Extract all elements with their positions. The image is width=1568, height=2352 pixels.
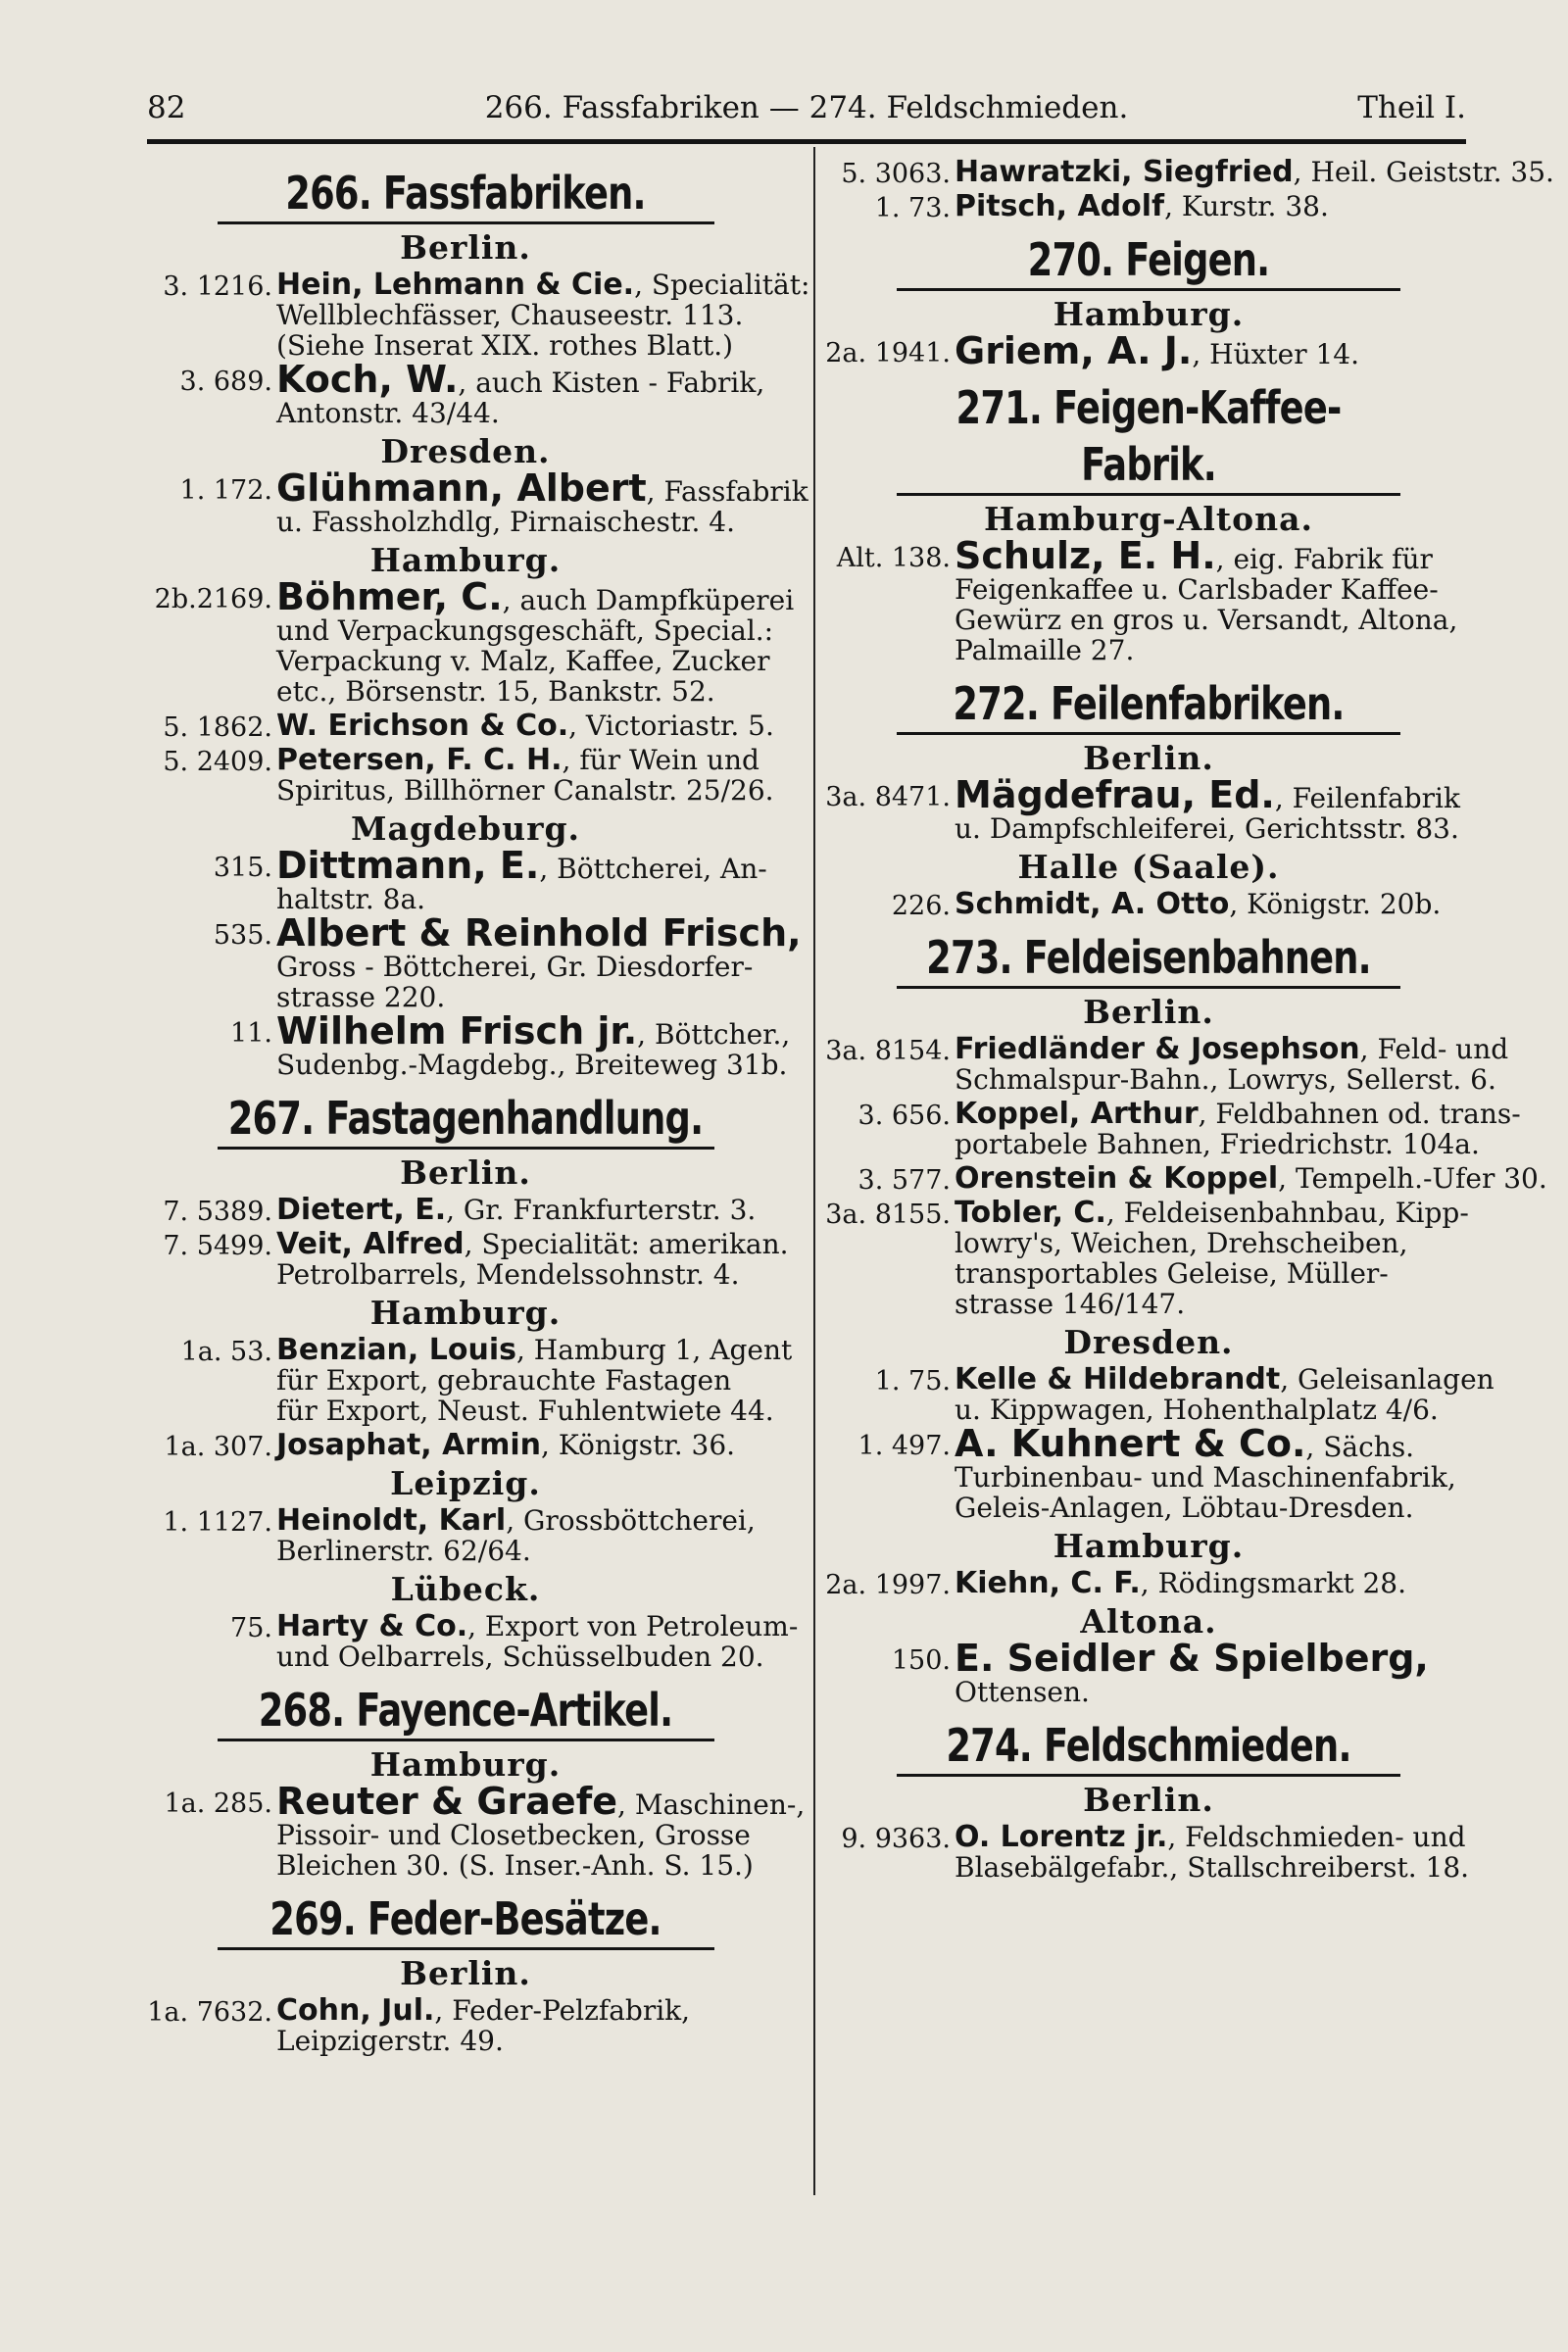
column-divider: [813, 147, 815, 2195]
entry-name: Orenstein & Koppel: [955, 1161, 1279, 1196]
city-heading: Lübeck.: [390, 1570, 541, 1608]
entry-name: W. Erichson & Co.: [276, 709, 569, 743]
entry-number: 11.: [230, 1018, 272, 1049]
directory-entry: [147, 1430, 784, 1460]
entry-number: 315.: [213, 853, 272, 883]
entry-continuation: (Siehe Inserat XIX. rothes Blatt.): [276, 329, 734, 362]
entry-name: Kelle & Hildebrandt: [955, 1362, 1281, 1396]
directory-entry: [825, 1161, 1547, 1196]
entry-number: Alt. 138.: [836, 543, 951, 573]
entry-continuation: Verpackung v. Malz, Kaffee, Zucker: [276, 645, 770, 677]
directory-entry: [147, 844, 784, 915]
section-title: 271. Feigen-Kaffee-Fabrik.: [956, 381, 1342, 491]
section-title: 274. Feldschmieden.: [946, 1719, 1351, 1772]
entry-number: 535.: [213, 920, 272, 951]
entry-text: , Königstr. 20b.: [1229, 888, 1442, 920]
entry-number: 1a. 7632.: [147, 1997, 272, 2028]
part-label: Theil I.: [1357, 90, 1466, 125]
entry-name: A. Kuhnert & Co.: [955, 1422, 1306, 1465]
entry-name: Tobler, C.: [955, 1196, 1106, 1230]
page-number: 82: [147, 90, 186, 125]
city-heading: Hamburg.: [369, 541, 562, 579]
entry-number: 1a. 307.: [164, 1432, 272, 1462]
entry-first-line: [276, 1333, 793, 1367]
entry-continuation: für Export, gebrauchte Fastagen: [276, 1364, 732, 1396]
entry-first-line: [955, 1032, 1509, 1066]
directory-entry: [147, 1780, 806, 1882]
section-title: 268. Fayence-Artikel.: [258, 1684, 673, 1737]
section-rule: [897, 493, 1401, 496]
section-rule: [897, 732, 1401, 735]
entry-first-line: [276, 1227, 789, 1261]
entry-name: Glühmann, Albert: [276, 466, 647, 510]
entry-text: , Specialität:: [634, 269, 810, 301]
entry-first-line: [955, 1097, 1521, 1131]
section-title: 270. Feigen.: [1027, 233, 1270, 286]
entry-text: , Victoriastr. 5.: [568, 710, 774, 742]
entry-text: , Hamburg 1, Agent: [515, 1334, 793, 1366]
entry-text: , Feldeisenbahnbau, Kipp-: [1105, 1197, 1469, 1229]
entry-text: , Maschinen-,: [617, 1788, 806, 1821]
entry-name: Pitsch, Adolf: [955, 189, 1165, 223]
entry-continuation: u. Fassholzhdlg, Pirnaischestr. 4.: [276, 506, 735, 538]
entry-text: , für Wein und: [562, 744, 760, 776]
entry-text: , Königstr. 36.: [541, 1429, 736, 1461]
entry-number: 3. 689.: [179, 367, 272, 397]
entry-continuation: für Export, Neust. Fuhlentwiete 44.: [276, 1395, 774, 1427]
entry-name: Petersen, F. C. H.: [276, 743, 563, 777]
entry-first-line: [955, 1422, 1472, 1465]
entry-text: , Böttcherei, An-: [539, 853, 767, 885]
running-title: 266. Fassfabriken — 274. Feldschmieden.: [484, 90, 1129, 125]
entry-first-line: [276, 466, 808, 510]
entry-first-line: [955, 1198, 1472, 1228]
city-heading: Leipzig.: [390, 1464, 541, 1502]
entry-continuation: Antonstr. 43/44.: [276, 397, 500, 429]
directory-entry: [825, 191, 1472, 221]
section-rule: [897, 1774, 1401, 1777]
entry-number: 9. 9363.: [841, 1824, 951, 1854]
directory-entry: [825, 1822, 1472, 1883]
entry-first-line: [955, 773, 1472, 816]
city-heading: Berlin.: [400, 1954, 531, 1992]
entry-number: 3. 577.: [858, 1165, 951, 1196]
entry-continuation: portabele Bahnen, Friedrichstr. 104a.: [955, 1128, 1480, 1160]
entry-text: , Fassfabrik: [646, 475, 808, 508]
entry-continuation: Wellblechfässer, Chauseestr. 113.: [276, 299, 744, 331]
section-title: 272. Feilenfabriken.: [953, 677, 1345, 730]
entry-name: Schulz, E. H.: [955, 534, 1216, 577]
entry-name: Böhmer, C.: [276, 575, 503, 618]
section-rule: [897, 288, 1401, 291]
entry-name: Dietert, E.: [276, 1193, 447, 1227]
entry-continuation: und Oelbarrels, Schüsselbuden 20.: [276, 1641, 764, 1673]
entry-continuation: Berlinerstr. 62/64.: [276, 1535, 531, 1567]
entry-number: 7. 5389.: [163, 1197, 272, 1227]
entry-first-line: [276, 1505, 784, 1536]
entry-continuation: lowry's, Weichen, Drehscheiben,: [955, 1227, 1408, 1259]
entry-text: , Geleisanlagen: [1280, 1363, 1494, 1396]
entry-continuation: Feigenkaffee u. Carlsbader Kaffee-: [955, 573, 1439, 606]
entry-name: Hawratzki, Siegfried: [955, 155, 1294, 189]
entry-continuation: u. Dampfschleiferei, Gerichtsstr. 83.: [955, 812, 1459, 845]
directory-entry: [825, 1422, 1472, 1524]
header-rule: [147, 139, 1466, 144]
section-rule: [218, 1739, 714, 1741]
directory-entry: [147, 268, 810, 362]
section-rule: [218, 1147, 714, 1150]
entry-text: , Feld- und: [1359, 1033, 1509, 1065]
entry-number: 2b.2169.: [154, 584, 272, 614]
city-heading: Hamburg-Altona.: [984, 500, 1313, 538]
entry-first-line: [276, 911, 802, 955]
entry-name: O. Lorentz jr.: [955, 1820, 1168, 1854]
entry-name: Koch, W.: [276, 358, 459, 401]
directory-entry: [825, 889, 1472, 919]
section-rule: [897, 986, 1401, 989]
entry-name: Josaphat, Armin: [276, 1428, 542, 1462]
entry-name: Griem, A. J.: [955, 329, 1193, 372]
directory-entry: [147, 1227, 789, 1291]
entry-continuation: etc., Börsenstr. 15, Bankstr. 52.: [276, 675, 715, 708]
directory-entry: [825, 155, 1554, 189]
entry-first-line: [955, 1568, 1472, 1598]
entry-first-line: [276, 358, 784, 401]
entry-name: Friedländer & Josephson: [955, 1032, 1360, 1066]
directory-entry: [825, 1097, 1521, 1160]
entry-first-line: [276, 1995, 784, 2026]
entry-first-line: [955, 191, 1472, 221]
entry-text: , Rödingsmarkt 28.: [1140, 1567, 1407, 1599]
entry-name: Wilhelm Frisch jr.: [276, 1009, 638, 1053]
entry-name: Benzian, Louis: [276, 1333, 516, 1367]
entry-first-line: [276, 268, 810, 302]
directory-entry: [147, 1505, 784, 1566]
entry-continuation: Gewürz en gros u. Versandt, Altona,: [955, 604, 1458, 636]
entry-first-line: [955, 329, 1472, 372]
entry-number: 1. 75.: [874, 1366, 951, 1396]
entry-first-line: [276, 745, 784, 775]
city-heading: Dresden.: [380, 432, 551, 470]
entry-number: 5. 1862.: [163, 712, 272, 743]
entry-text: , Feldbahnen od. trans-: [1198, 1098, 1521, 1130]
entry-text: , Kurstr. 38.: [1164, 190, 1329, 222]
entry-name: Dittmann, E.: [276, 844, 540, 887]
city-heading: Dresden.: [1063, 1323, 1234, 1361]
entry-text: , Böttcher.,: [637, 1018, 791, 1051]
entry-continuation: Palmaille 27.: [955, 634, 1135, 666]
entry-number: 2a. 1997.: [825, 1570, 951, 1600]
directory-entry: [147, 1995, 784, 2056]
section-rule: [218, 221, 714, 224]
entry-first-line: [276, 844, 784, 887]
entry-text: , Specialität: amerikan.: [464, 1228, 789, 1260]
entry-number: 2a. 1941.: [825, 338, 951, 368]
entry-continuation: Schmalspur-Bahn., Lowrys, Sellerst. 6.: [955, 1063, 1496, 1096]
entry-continuation: Bleichen 30. (S. Inser.-Anh. S. 15.): [276, 1849, 754, 1882]
city-heading: Berlin.: [400, 228, 531, 267]
entry-number: 1. 73.: [874, 193, 951, 223]
directory-entry: [825, 1198, 1472, 1319]
entry-number: 1. 497.: [858, 1431, 951, 1461]
directory-entry: [147, 575, 795, 708]
entry-number: 3a. 8471.: [825, 782, 951, 812]
directory-entry: [147, 358, 784, 429]
right-column: [825, 155, 1554, 1886]
city-heading: Berlin.: [1083, 739, 1214, 777]
directory-entry: [825, 1568, 1472, 1598]
entry-number: 3a. 8155.: [825, 1200, 951, 1230]
entry-name: Albert & Reinhold Frisch,: [276, 911, 802, 955]
city-heading: Hamburg.: [369, 1745, 562, 1784]
entry-first-line: [276, 1430, 784, 1460]
entry-name: Mägdefrau, Ed.: [955, 773, 1275, 816]
entry-name: Reuter & Graefe: [276, 1780, 618, 1823]
directory-entry: [825, 329, 1472, 372]
directory-entry: [147, 911, 802, 1013]
entry-first-line: [955, 1822, 1472, 1852]
entry-continuation: Leipzigerstr. 49.: [276, 2025, 504, 2057]
entry-name: Schmidt, A. Otto: [955, 887, 1230, 921]
entry-name: Heinoldt, Karl: [276, 1503, 507, 1538]
entry-continuation: Sudenbg.-Magdebg., Breiteweg 31b.: [276, 1049, 788, 1081]
entry-name: Cohn, Jul.: [276, 1993, 435, 2028]
entry-continuation: strasse 146/147.: [955, 1288, 1186, 1320]
entry-continuation: Geleis-Anlagen, Löbtau-Dresden.: [955, 1492, 1414, 1524]
entry-name: Kiehn, C. F.: [955, 1566, 1141, 1600]
directory-entry: [825, 773, 1472, 845]
entry-number: 5. 2409.: [163, 747, 272, 777]
entry-continuation: Spiritus, Billhörner Canalstr. 25/26.: [276, 774, 774, 807]
entry-text: , Tempelh.-Ufer 30.: [1278, 1162, 1547, 1195]
entry-first-line: [276, 1009, 791, 1053]
directory-entry: [147, 1009, 791, 1081]
directory-entry: [147, 710, 784, 741]
city-heading: Magdeburg.: [350, 809, 581, 848]
city-heading: Berlin.: [1083, 993, 1214, 1031]
city-heading: Hamburg.: [1053, 295, 1245, 333]
entry-text: , auch Kisten - Fabrik,: [458, 367, 765, 399]
city-heading: Berlin.: [400, 1153, 531, 1192]
city-heading: Hamburg.: [1053, 1527, 1245, 1565]
entry-number: 226.: [891, 891, 951, 921]
directory-entry: [147, 1333, 793, 1427]
entry-continuation: Turbinenbau- und Maschinenfabrik,: [955, 1461, 1456, 1494]
entry-first-line: [276, 1609, 799, 1643]
city-heading: Altona.: [1080, 1602, 1217, 1641]
directory-entry: [825, 1362, 1494, 1426]
entry-first-line: [955, 1161, 1547, 1196]
entry-first-line: [955, 534, 1472, 577]
entry-number: 3. 656.: [858, 1101, 951, 1131]
directory-entry: [825, 534, 1472, 666]
entry-continuation: Gross - Böttcherei, Gr. Diesdorfer-: [276, 951, 754, 983]
entry-continuation: und Verpackungsgeschäft, Special.:: [276, 614, 774, 647]
entry-first-line: [276, 1780, 806, 1823]
entry-first-line: [276, 575, 795, 618]
entry-text: , Feilenfabrik: [1274, 782, 1460, 814]
entry-number: 1a. 285.: [164, 1788, 272, 1819]
directory-entry: [147, 466, 808, 538]
entry-text: , Export von Petroleum-: [467, 1610, 799, 1642]
entry-first-line: [276, 1195, 784, 1225]
entry-first-line: [955, 1362, 1494, 1396]
entry-number: 75.: [230, 1613, 272, 1643]
entry-first-line: [276, 710, 784, 741]
entry-name: Koppel, Arthur: [955, 1097, 1199, 1131]
entry-text: , Feldschmieden- und: [1167, 1821, 1466, 1853]
entry-text: , Grossböttcherei,: [506, 1504, 756, 1537]
entry-name: Hein, Lehmann & Cie.: [276, 268, 635, 302]
entry-name: Veit, Alfred: [276, 1227, 465, 1261]
section-title: 269. Feder-Besätze.: [270, 1892, 662, 1945]
entry-number: 3a. 8154.: [825, 1036, 951, 1066]
section-title: 273. Feldeisenbahnen.: [926, 931, 1371, 984]
city-heading: Hamburg.: [369, 1294, 562, 1332]
entry-continuation: Petrolbarrels, Mendelssohnstr. 4.: [276, 1258, 740, 1291]
entry-number: 1. 172.: [179, 475, 272, 506]
entry-continuation: u. Kippwagen, Hohenthalplatz 4/6.: [955, 1394, 1439, 1426]
entry-continuation: Pissoir- und Closetbecken, Grosse: [276, 1819, 751, 1851]
entry-number: 1a. 53.: [180, 1337, 272, 1367]
directory-entry: [147, 1609, 799, 1673]
section-rule: [218, 1947, 714, 1950]
directory-entry: [147, 745, 784, 806]
entry-text: , eig. Fabrik für: [1215, 543, 1433, 575]
entry-continuation: strasse 220.: [276, 981, 446, 1013]
directory-entry: [825, 1032, 1509, 1096]
entry-first-line: [955, 889, 1472, 919]
entry-text: , Feder-Pelzfabrik,: [434, 1994, 691, 2027]
entry-text: , Heil. Geiststr. 35.: [1293, 156, 1554, 188]
entry-text: , Gr. Frankfurterstr. 3.: [446, 1194, 757, 1226]
entry-number: 7. 5499.: [163, 1231, 272, 1261]
section-title: 266. Fassfabriken.: [285, 167, 646, 220]
entry-number: 1. 1127.: [163, 1507, 272, 1538]
entry-first-line: [955, 155, 1554, 189]
directory-entry: [147, 1195, 784, 1225]
entry-text: , Hüxter 14.: [1192, 338, 1360, 370]
section-title: 267. Fastagenhandlung.: [227, 1092, 704, 1145]
entry-name: E. Seidler & Spielberg,: [955, 1637, 1429, 1680]
entry-continuation: Ottensen.: [955, 1676, 1090, 1708]
entry-number: 5. 3063.: [841, 159, 951, 189]
page-header: [147, 90, 1466, 133]
entry-continuation: Blasebälgefabr., Stallschreiberst. 18.: [955, 1851, 1470, 1884]
left-column: [147, 155, 810, 2060]
city-heading: Halle (Saale).: [1017, 848, 1280, 886]
directory-entry: [825, 1637, 1472, 1708]
entry-continuation: haltstr. 8a.: [276, 883, 426, 915]
entry-text: , Sächs.: [1305, 1431, 1415, 1463]
city-heading: Berlin.: [1083, 1781, 1214, 1819]
entry-continuation: transportables Geleise, Müller-: [955, 1257, 1389, 1290]
entry-name: Harty & Co.: [276, 1609, 468, 1643]
entry-first-line: [955, 1637, 1472, 1680]
entry-number: 3. 1216.: [163, 271, 272, 302]
entry-number: 150.: [891, 1645, 951, 1676]
entry-text: , auch Dampfküperei: [502, 584, 795, 616]
